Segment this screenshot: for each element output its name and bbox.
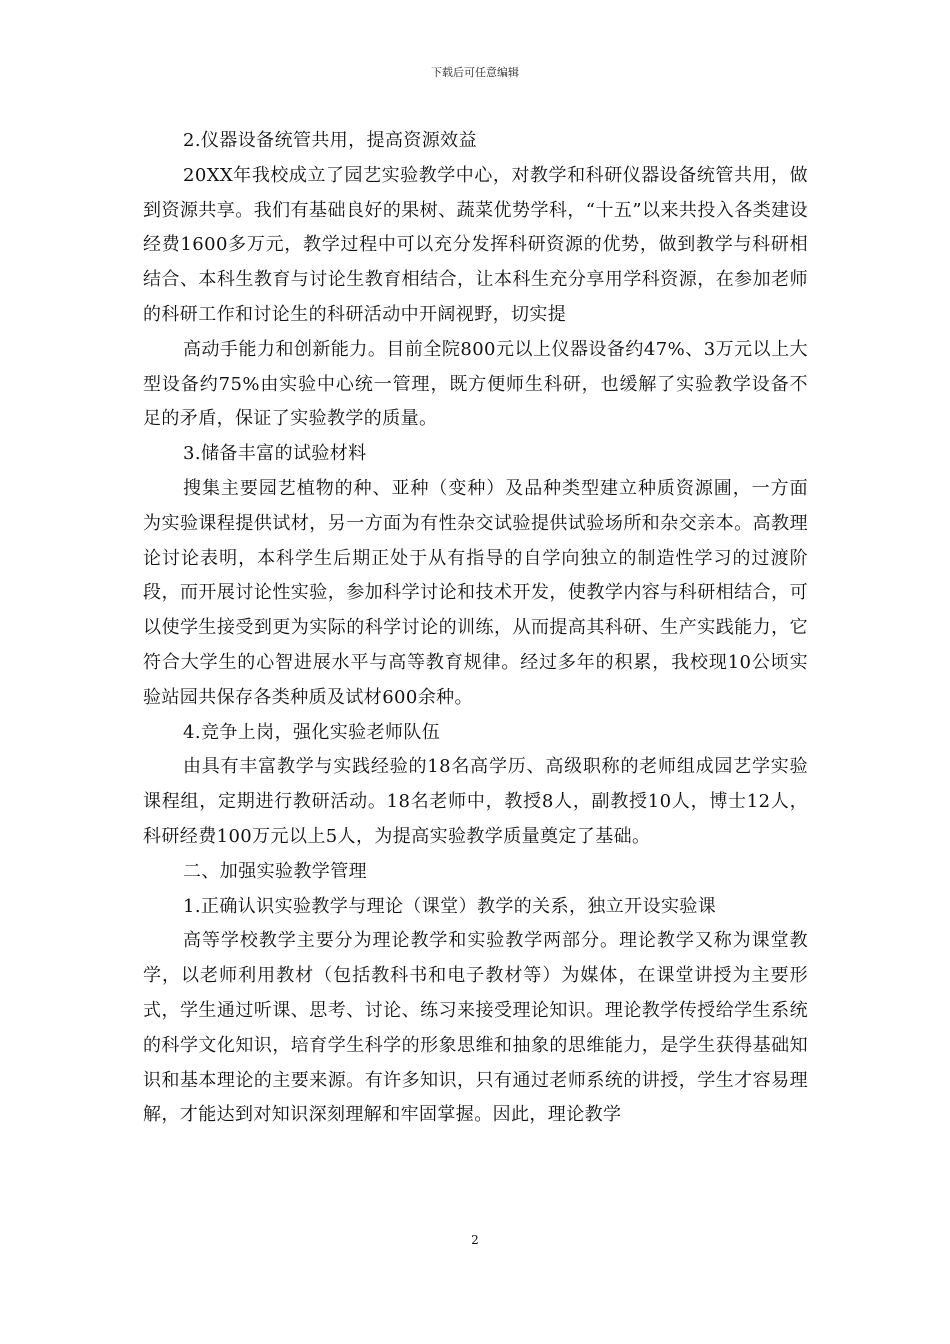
page-number: 2: [471, 1233, 479, 1247]
document-body: [143, 124, 808, 1133]
section-heading: 4.竞争上岗，强化实验老师队伍: [183, 721, 441, 743]
section-heading: 1.正确认识实验教学与理论（课堂）教学的关系，独立开设实验课: [183, 895, 717, 917]
body-paragraph: 20XX年我校成立了园艺实验教学中心，对教学和科研仪器设备统管共用，做到资源共享。我们有基础良好的果树、蔬菜优势学科，“十五”以来共投入各类建设经费1600多万元，教学过程中可以充分发挥科研资源的优势，做到教学与科研相结合、本科生教育与讨论生教育相结合，让本科生充分享用学科资源，在参加老师的科研工作和讨论生的科研活动中开阔视野，切实提: [143, 164, 808, 325]
body-paragraph: 搜集主要园艺植物的种、亚种（变种）及品种类型建立种质资源圃，一方面为实验课程提供试材，另一方面为有性杂交试验提供试验场所和杂交亲本。高教理论讨论表明，本科学生后期正处于从有指导的自学向独立的制造性学习的过渡阶段，而开展讨论性实验，参加科学讨论和技术开发，使教学内容与科研相结合，可以使学生接受到更为实际的科学讨论的训练，从而提高其科研、生产实践能力，它符合大学生的心智进展水平与高等教育规律。经过多年的积累，我校现10公顷实验站园共保存各类种质及试材600余种。: [143, 477, 808, 708]
section-heading: 2.仪器设备统管共用，提高资源效益: [183, 130, 477, 151]
body-paragraph: 由具有丰富教学与实践经验的18名高学历、高级职称的老师组成园艺学实验课程组，定期进行教研活动。18名老师中，教授8人，副教授10人，博士12人，科研经费100万元以上5人，为提高实验教学质量奠定了基础。: [143, 756, 808, 847]
body-paragraph: 高动手能力和创新能力。目前全院800元以上仪器设备约47%、3万元以上大型设备约75%由实验中心统一管理，既方便师生科研，也缓解了实验教学设备不足的矛盾，保证了实验教学的质量。: [143, 338, 808, 430]
body-paragraph: 高等学校教学主要分为理论教学和实验教学两部分。理论教学又称为课堂教学，以老师利用教材（包括教科书和电子教材等）为媒体，在课堂讲授为主要形式，学生通过听课、思考、讨论、练习来接受理论知识。理论教学传授给学生系统的科学文化知识，培育学生科学的形象思维和抽象的思维能力，是学生获得基础知识和基本理论的主要来源。有许多知识，只有通过老师系统的讲授，学生才容易理解，才能达到对知识深刻理解和牢固掌握。因此，理论教学: [143, 930, 808, 1126]
page-header: 下载后可任意编辑: [431, 66, 519, 79]
chapter-heading: 二、加强实验教学管理: [183, 860, 367, 882]
section-heading: 3.储备丰富的试验材料: [183, 443, 367, 465]
